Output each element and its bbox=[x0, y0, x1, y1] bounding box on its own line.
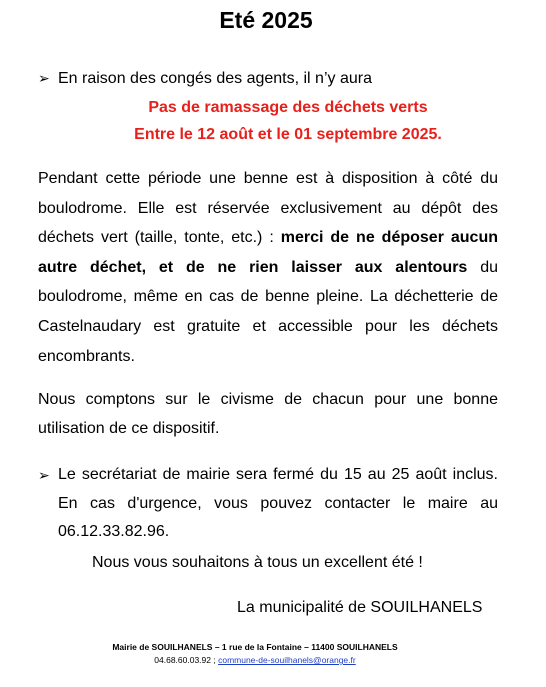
footer-email-link[interactable]: commune-de-souilhanels@orange.fr bbox=[218, 655, 356, 665]
notice-secretariat-text: Le secrétariat de mairie sera fermé du 15 au 25 août inclus. En cas d'urgence, vous pouvez contacter le maire au 06.12.33.82.96. bbox=[58, 466, 498, 540]
signature: La municipalité de SOUILHANELS bbox=[237, 599, 483, 616]
paragraph-benne-text-2: du boulodrome, même en cas de benne pleine. La déchetterie de Castelnaudary est gratuite et accessible pour les déchets encombrants. bbox=[38, 258, 498, 365]
paragraph-benne bbox=[38, 164, 498, 371]
paragraph-benne-text-1: Pendant cette période une benne est à disposition à côté du boulodrome. Elle est réservée exclusivement au dépôt des déchets vert (taille, tonte, etc.) : bbox=[38, 170, 498, 247]
arrowhead-bullet-icon: ➢ bbox=[38, 70, 50, 86]
paragraph-benne-bold: merci de ne déposer aucun autre déchet, et de ne rien laisser aux alentours bbox=[38, 229, 498, 276]
footer-phone: 04.68.60.03.92 ; bbox=[154, 655, 219, 665]
paragraph-civisme: Nous comptons sur le civisme de chacun pour une bonne utilisation de ce dispositif. bbox=[38, 391, 498, 437]
notice-intro-text: En raison des congés des agents, il n’y aura bbox=[58, 70, 372, 87]
red-headline-dates: Entre le 12 août et le 01 septembre 2025. bbox=[134, 126, 442, 143]
red-headline-pickup: Pas de ramassage des déchets verts bbox=[148, 99, 428, 116]
arrowhead-bullet-icon: ➢ bbox=[38, 467, 50, 483]
footer-address: Mairie de SOUILHANELS – 1 rue de la Fontaine – 11400 SOUILHANELS bbox=[112, 642, 398, 652]
page-title: Eté 2025 bbox=[219, 7, 313, 33]
summer-wish: Nous vous souhaitons à tous un excellent été ! bbox=[92, 554, 423, 571]
footer-contact bbox=[0, 654, 510, 666]
notice-intro bbox=[38, 68, 372, 89]
notice-secretariat bbox=[38, 461, 498, 547]
